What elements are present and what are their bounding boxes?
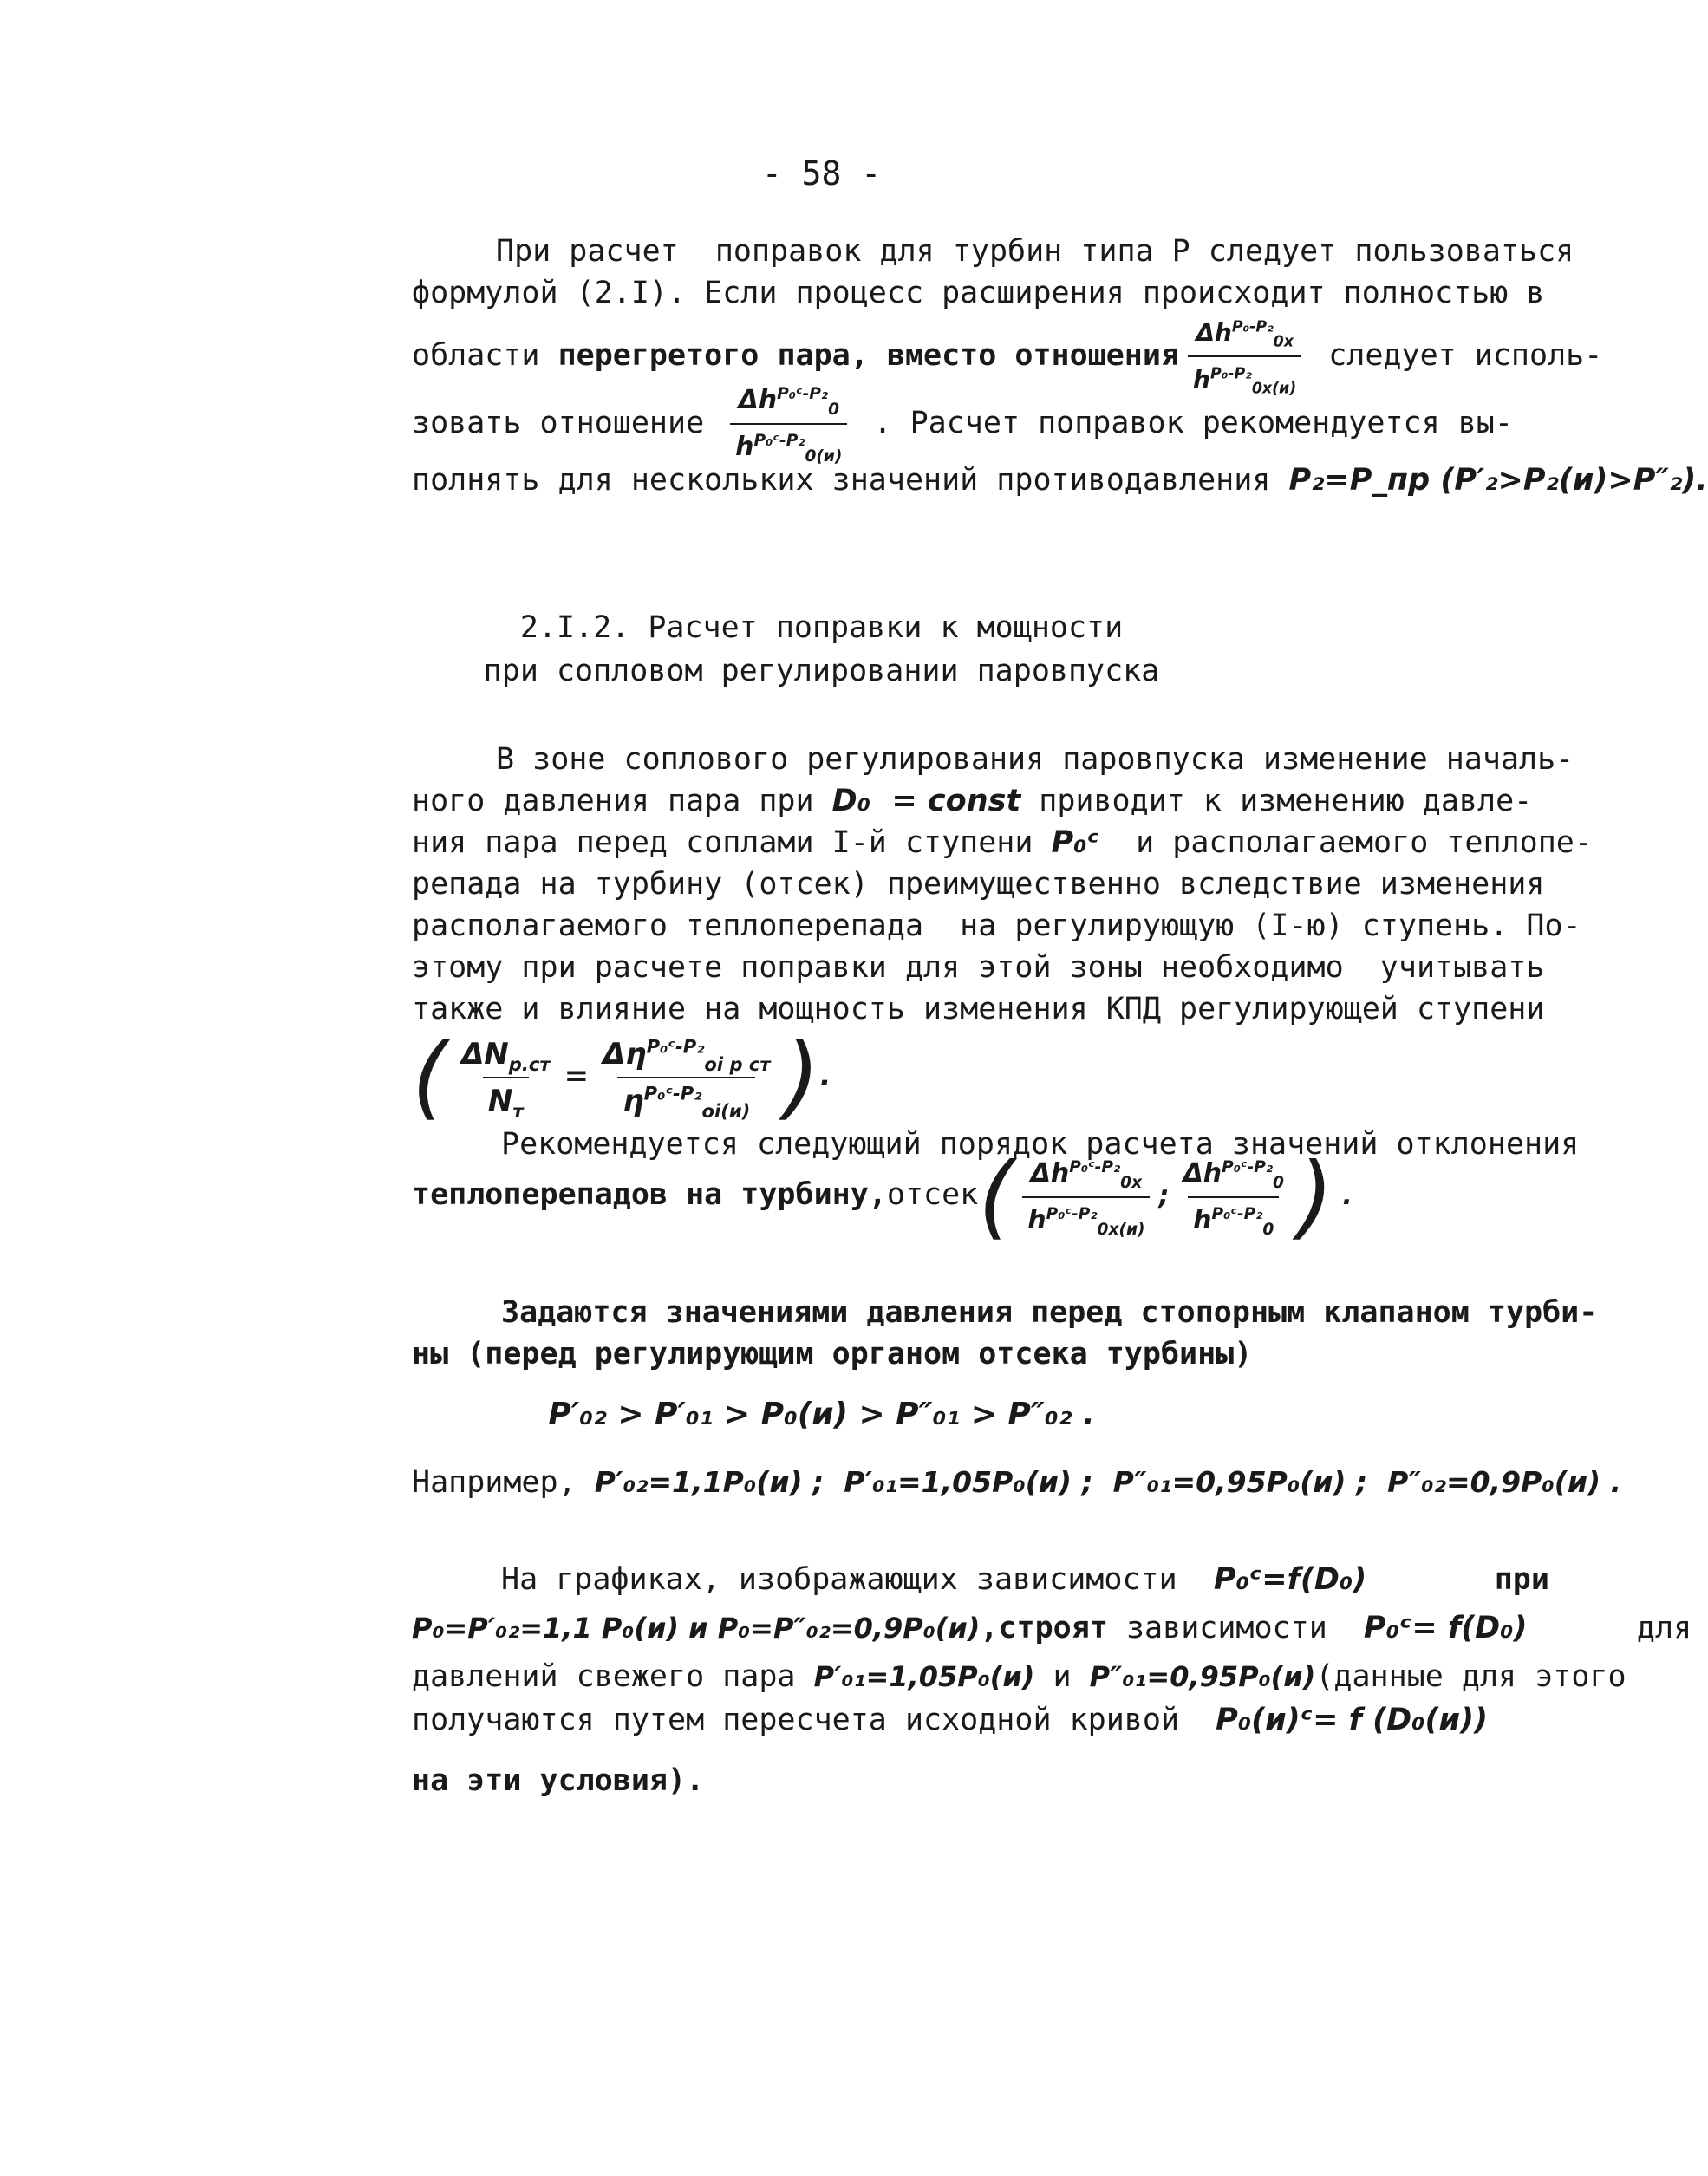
dev2-den-sub: 0	[1262, 1220, 1274, 1239]
para5-line-4	[412, 1701, 1488, 1739]
eq-rhs-num-sup: P₀ᶜ-P₂	[646, 1035, 705, 1058]
para3-line-2-bold: теплоперепадов на турбину,	[412, 1177, 887, 1212]
frac2-num-sup: P₀ᶜ-P₂	[777, 385, 829, 403]
eq-lhs-num-sub: р.ст	[508, 1052, 551, 1075]
intro-line-2: формулой (2.I). Если процесс расширения происходит полностью в	[412, 276, 1545, 310]
intro-line-4-tail: . Расчет поправок рекомендуется вы-	[873, 406, 1513, 440]
semicolon: ;	[1158, 1181, 1170, 1211]
right-paren: )	[784, 1024, 820, 1130]
efficiency-ratio-fraction	[597, 1035, 776, 1120]
para4-line-2: ны (перед регулирующим органом отсека турбины)	[412, 1337, 1253, 1371]
dev1-num-sup: P₀ᶜ-P₂	[1069, 1157, 1121, 1176]
section-title-line-2: при сопловом регулировании паровпуска	[483, 654, 1160, 688]
para2-line-3a: ния пара перед соплами I-й ступени	[412, 825, 1052, 860]
eq-lhs-num: ΔN	[460, 1036, 509, 1072]
intro-line-4-head: зовать отношение	[412, 406, 705, 440]
dev1-den-sup: P₀ᶜ-P₂	[1046, 1204, 1098, 1223]
initial-curve-formula: P₀(и)ᶜ= f (D₀(и))	[1216, 1703, 1488, 1737]
dev1-num-sub: 0x	[1120, 1173, 1143, 1192]
fresh-steam-pressure-1: P′₀₁=1,05P₀(и)	[813, 1660, 1035, 1693]
para5-line-3b: и	[1034, 1659, 1090, 1694]
deviation-fraction-2	[1177, 1155, 1288, 1240]
frac2-num-sub: 0	[828, 401, 840, 419]
intro-line-3-bold: перегретого пара, вместо отношения	[557, 338, 1180, 373]
equation-period: .	[819, 1059, 831, 1093]
deviation-fraction-1	[1022, 1155, 1150, 1240]
p0c-function-1: P₀ᶜ=f(D₀)	[1213, 1562, 1367, 1597]
eq-rhs-num: Δη	[603, 1036, 647, 1072]
intro-line-3-plain: области	[412, 338, 558, 373]
frac2-den: h	[735, 432, 754, 462]
para2-line-3b: и располагаемого теплопе-	[1098, 825, 1593, 860]
pressure-conditions: P₀=P′₀₂=1,1 P₀(и) и P₀=P″₀₂=0,9P₀(и)	[412, 1612, 981, 1645]
dev1-num: Δh	[1030, 1157, 1070, 1189]
para3-line-2-plain: отсек	[886, 1177, 979, 1212]
para5-line-1	[501, 1560, 1549, 1599]
para2-line-1: В зоне соплового регулирования паровпуска изменение началь-	[496, 742, 1574, 777]
example-label: Например,	[412, 1465, 595, 1500]
enthalpy-ratio-fraction-2	[730, 381, 847, 466]
eq-rhs-den-sub: oi(и)	[701, 1099, 751, 1122]
para2-line-4: репада на турбину (отсек) преимущественно вследствие изменения	[412, 867, 1545, 902]
intro-line-1: При расчет поправок для турбин типа Р следует пользоваться	[496, 234, 1574, 269]
intro-line-4	[412, 381, 1513, 466]
page-number: - 58 -	[761, 154, 882, 192]
power-ratio-fraction	[456, 1035, 556, 1120]
dev1-den: h	[1027, 1204, 1046, 1235]
para3-line-1: Рекомендуется следующий порядок расчета значений отклонения	[501, 1127, 1580, 1162]
frac1-num: Δh	[1196, 318, 1232, 347]
left-paren-2: (	[978, 1143, 1014, 1249]
section-title-line-1: 2.I.2. Расчет поправки к мощности	[519, 610, 1124, 645]
para5-line-2d: для	[1527, 1611, 1692, 1645]
para2-line-6: этому при расчете поправки для этой зоны необходимо учитывать	[412, 950, 1545, 985]
para2-line-2a: ного давления пара при	[412, 784, 832, 818]
backpressure-formula: P₂=P_пр (P′₂>P₂(и)>P″₂).	[1288, 463, 1708, 498]
frac2-den-sub: 0(и)	[805, 447, 843, 466]
pressure-inequality: P′₀₂ > P′₀₁ > P₀(и) > P″₀₁ > P″₀₂ .	[548, 1397, 1095, 1432]
intro-line-5	[412, 461, 1708, 499]
para5-line-1b: при	[1366, 1562, 1549, 1597]
dev2-num-sup: P₀ᶜ-P₂	[1222, 1157, 1274, 1176]
para5-line-3	[412, 1658, 1627, 1696]
eq-lhs-den-sub: т	[512, 1099, 524, 1122]
eq-rhs-num-sub: oi р ст	[704, 1052, 771, 1075]
deviation-period: .	[1333, 1181, 1353, 1211]
dev2-den: h	[1193, 1204, 1212, 1235]
eq-rhs-den: η	[623, 1083, 644, 1118]
para5-line-3c: (данные для этого	[1315, 1659, 1627, 1694]
para5-line-1a: На графиках, изображающих зависимости	[501, 1562, 1214, 1597]
p0c-function-2: P₀ᶜ= f(D₀)	[1363, 1611, 1528, 1645]
para5-line-4a: получаются путем пересчета исходной кривой	[412, 1703, 1216, 1737]
p0c-symbol: P₀ᶜ	[1051, 825, 1099, 860]
right-paren-2: )	[1297, 1143, 1333, 1249]
frac1-den-sub: 0x(и)	[1251, 380, 1297, 398]
intro-line-5-text: полнять для нескольких значений противодавления	[412, 463, 1271, 498]
para2-line-7: также и влияние на мощность изменения КПД регулирующей ступени	[412, 992, 1545, 1026]
para2-line-5: располагаемого теплоперепада на регулирующую (I-ю) ступень. По-	[412, 909, 1581, 943]
para5-line-2c: зависимости	[1107, 1611, 1364, 1645]
example-formula: P′₀₂=1,1P₀(и) ; P′₀₁=1,05P₀(и) ; P″₀₁=0,95P₀(и) ; P″₀₂=0,9P₀(и) .	[594, 1465, 1622, 1499]
d0-const-formula: D₀ = const	[831, 784, 1021, 818]
para3-line-2	[412, 1143, 1353, 1249]
frac1-num-sup: P₀-P₂	[1231, 318, 1274, 336]
intro-line-3-tail: следует исполь-	[1310, 338, 1603, 373]
left-paren: (	[412, 1024, 447, 1130]
frac1-den: h	[1193, 365, 1210, 394]
dev2-den-sup: P₀ᶜ-P₂	[1211, 1204, 1263, 1223]
para2-line-3	[412, 824, 1593, 862]
frac2-num: Δh	[738, 385, 778, 415]
efficiency-equation	[412, 1024, 831, 1130]
para2-line-2b: приводит к изменению давле-	[1020, 784, 1533, 818]
example-line	[412, 1463, 1621, 1502]
para4-line-1: Задаются значениями давления перед стопорным клапаном турби-	[501, 1295, 1598, 1330]
para5-line-2b: ,строят	[980, 1611, 1108, 1645]
dev1-den-sub: 0x(и)	[1097, 1220, 1145, 1239]
para2-line-2	[412, 782, 1532, 820]
para5-line-2	[412, 1609, 1692, 1647]
frac1-den-sup: P₀-P₂	[1209, 365, 1252, 383]
dev2-num-sub: 0	[1273, 1173, 1284, 1192]
eq-lhs-den: N	[487, 1083, 513, 1118]
para5-line-3a: давлений свежего пара	[412, 1659, 814, 1694]
eq-rhs-den-sup: P₀ᶜ-P₂	[643, 1082, 702, 1104]
frac2-den-sup: P₀ᶜ-P₂	[753, 432, 805, 450]
para5-line-5: на эти условия).	[412, 1763, 705, 1798]
frac1-num-sub: 0x	[1273, 333, 1294, 351]
dev2-num: Δh	[1183, 1157, 1222, 1189]
equals-sign: =	[564, 1059, 590, 1093]
fresh-steam-pressure-2: P″₀₁=0,95P₀(и)	[1089, 1660, 1316, 1693]
